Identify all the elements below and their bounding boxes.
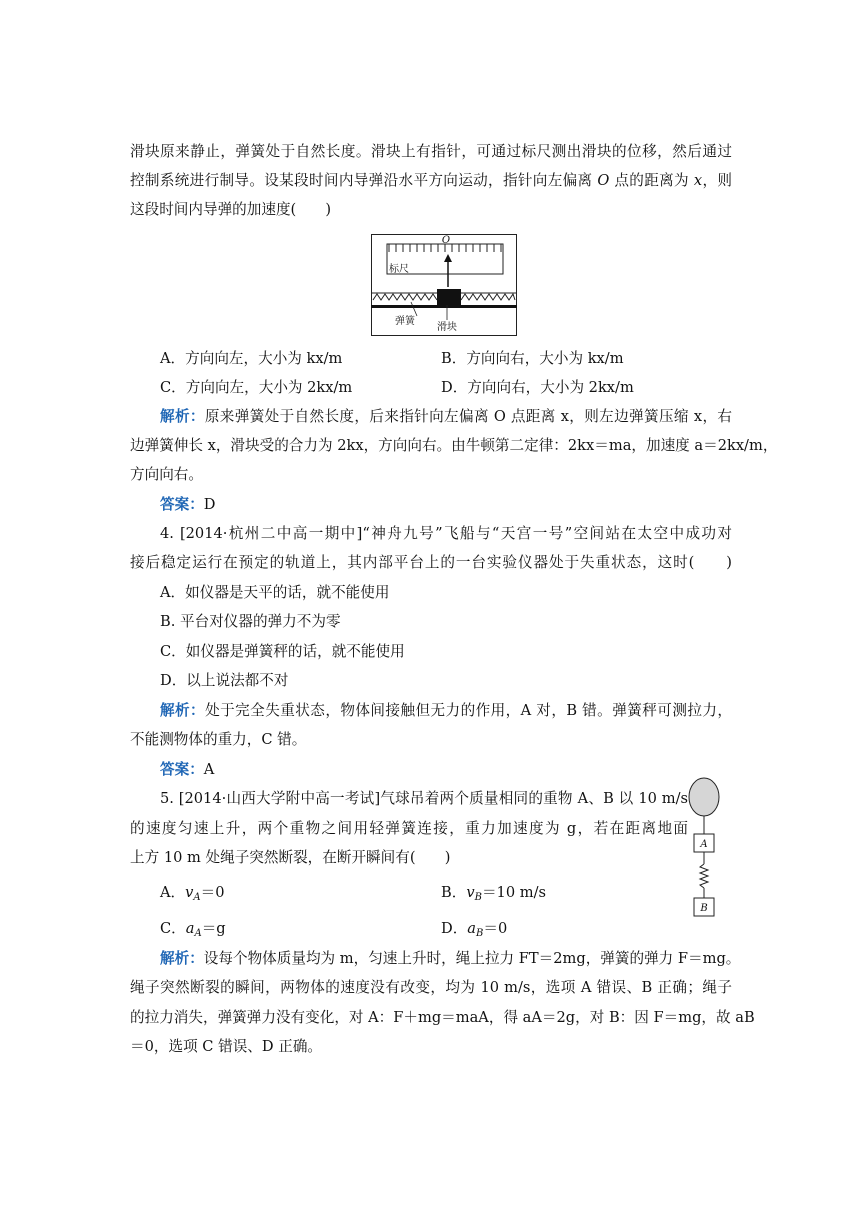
- q5-analysis-line-2: 绳子突然断裂的瞬间，两物体的速度没有改变，均为 10 m/s，选项 A 错误、B 正确；绳子: [130, 979, 732, 996]
- q3-option-d[interactable]: D．方向向右，大小为 2kx/m: [441, 379, 634, 396]
- connecting-spring: [700, 864, 708, 888]
- q5-option-c[interactable]: C．$a_A=g$: [160, 920, 226, 939]
- q4-option-d[interactable]: D．以上说法都不对: [160, 672, 289, 689]
- q3-option-a[interactable]: A．方向向左，大小为 kx/m: [160, 350, 343, 367]
- weight-a-label: A: [700, 839, 708, 850]
- q5-option-d[interactable]: D．$a_B=0$: [441, 920, 508, 939]
- q3-stem-line-3: 这段时间内导弹的加速度( ): [130, 201, 332, 218]
- q5-option-b[interactable]: B．$v_B=10$ m/s: [441, 884, 546, 903]
- q3-stem-line-1: 滑块原来静止，弹簧处于自然长度。滑块上有指针，可通过标尺测出滑块的位移，然后通过: [130, 143, 732, 160]
- q3-analysis-line-2: 边弹簧伸长 x，滑块受的合力为 2kx，方向向右。由牛顿第二定律：2kx＝ma，加速度 a＝2kx/m，: [130, 437, 778, 454]
- q4-stem-line-1: 4. [2014·杭州二中高一期中]“神舟九号”飞船与“天宫一号”空间站在太空中成功对: [160, 525, 732, 542]
- q4-answer: 答案：A: [160, 761, 215, 778]
- q3-analysis-line-1: 解析：原来弹簧处于自然长度，后来指针向左偏离 O 点距离 x，则左边弹簧压缩 x，右: [160, 408, 732, 425]
- q3-option-b[interactable]: B．方向向右，大小为 kx/m: [441, 350, 624, 367]
- balloon: [689, 778, 719, 816]
- q3-stem-line-2: 控制系统进行制导。设某段时间内导弹沿水平方向运动，指针向左偏离 O 点的距离为 x，则: [130, 172, 732, 189]
- q5-stem-line-1: 5. [2014·山西大学附中高一考试]气球吊着两个质量相同的重物 A、B 以 10 m/s: [160, 790, 688, 807]
- origin-label: O: [441, 235, 451, 246]
- ruler-label: 标尺: [389, 264, 409, 275]
- q3-option-c[interactable]: C．方向向左，大小为 2kx/m: [160, 379, 353, 396]
- q4-analysis-line-1: 解析：处于完全失重状态，物体间接触但无力的作用，A 对，B 错。弹簧秤可测拉力，: [160, 702, 732, 719]
- q4-analysis-line-2: 不能测物体的重力，C 错。: [130, 731, 307, 748]
- q4-stem-line-2: 接后稳定运行在预定的轨道上，其内部平台上的一台实验仪器处于失重状态，这时( ): [130, 554, 732, 571]
- q5-stem-line-3: 上方 10 m 处绳子突然断裂，在断开瞬间有( ): [130, 849, 451, 866]
- q5-stem-line-2: 的速度匀速上升，两个重物之间用轻弹簧连接，重力加速度为 g，若在距离地面: [130, 820, 688, 837]
- slider-label: 滑块: [437, 322, 457, 333]
- q4-option-a[interactable]: A．如仪器是天平的话，就不能使用: [160, 584, 390, 601]
- q5-analysis-line-3: 的拉力消失，弹簧弹力没有变化，对 A：F＋mg＝maA，得 aA＝2g，对 B：因 F＝mg，故 aB: [130, 1009, 755, 1026]
- q4-option-c[interactable]: C．如仪器是弹簧秤的话，就不能使用: [160, 643, 405, 660]
- q3-analysis-line-3: 方向向右。: [130, 466, 203, 483]
- q5-analysis-line-1: 解析：设每个物体质量均为 m，匀速上升时，绳上拉力 FT＝2mg，弹簧的弹力 F＝mg。: [160, 950, 741, 967]
- slider-block: [437, 289, 461, 305]
- weight-b-label: B: [700, 903, 708, 914]
- q4-option-b[interactable]: B. 平台对仪器的弹力不为零: [160, 613, 341, 630]
- accelerometer-figure: [371, 234, 517, 337]
- spring-label: 弹簧: [395, 316, 415, 327]
- q5-analysis-line-4: ＝0，选项 C 错误、D 正确。: [130, 1038, 323, 1055]
- q5-option-a[interactable]: A．$v_A=0$: [160, 884, 225, 903]
- balloon-figure: [686, 776, 722, 922]
- q3-answer: 答案：D: [160, 496, 216, 513]
